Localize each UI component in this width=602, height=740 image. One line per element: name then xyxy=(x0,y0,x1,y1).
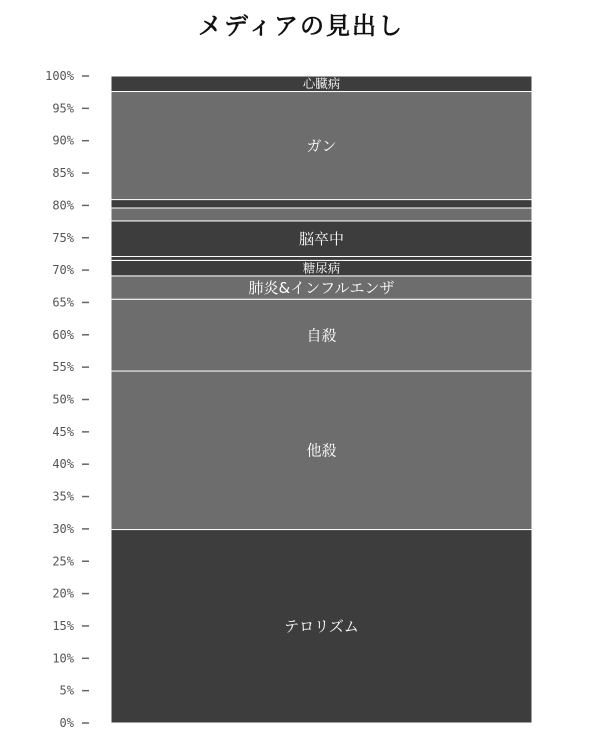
y-tick-label: 10% xyxy=(52,651,74,666)
y-tick-label: 60% xyxy=(52,327,74,342)
y-tick-label: 40% xyxy=(52,457,74,472)
y-tick-label: 55% xyxy=(52,360,74,375)
y-tick-label: 50% xyxy=(52,392,74,407)
y-tick-label: 95% xyxy=(52,101,74,116)
y-tick-label: 90% xyxy=(52,133,74,148)
segment-label: 自殺 xyxy=(306,326,337,345)
y-tick-label: 45% xyxy=(52,424,74,439)
y-tick-label: 85% xyxy=(52,166,74,181)
y-tick-label: 80% xyxy=(52,198,74,213)
y-tick-label: 100% xyxy=(45,69,74,83)
y-tick-label: 70% xyxy=(52,263,74,278)
segment-label: 脳卒中 xyxy=(298,230,345,249)
segment-label: 心臓病 xyxy=(302,76,341,92)
y-tick-label: 25% xyxy=(52,554,74,569)
y-tick-label: 75% xyxy=(52,230,74,245)
segment-label: 他殺 xyxy=(306,441,337,460)
y-tick-label: 20% xyxy=(52,586,74,601)
segment-label: テロリズム xyxy=(284,617,359,636)
y-tick-label: 35% xyxy=(52,489,74,504)
bar-segment xyxy=(111,200,532,208)
y-tick-label: 30% xyxy=(52,521,74,536)
segment-label: 糖尿病 xyxy=(302,260,341,276)
y-tick-label: 15% xyxy=(52,618,74,633)
bar-segment xyxy=(111,257,532,261)
segment-label: ガン xyxy=(306,136,337,155)
segment-label: 肺炎&インフルエンザ xyxy=(248,278,395,297)
y-tick-label: 65% xyxy=(52,295,74,310)
y-tick-label: 5% xyxy=(59,683,74,698)
bar-segment xyxy=(111,208,532,221)
y-tick-label: 0% xyxy=(59,716,74,730)
chart-title: メディアの見出し xyxy=(197,12,405,40)
